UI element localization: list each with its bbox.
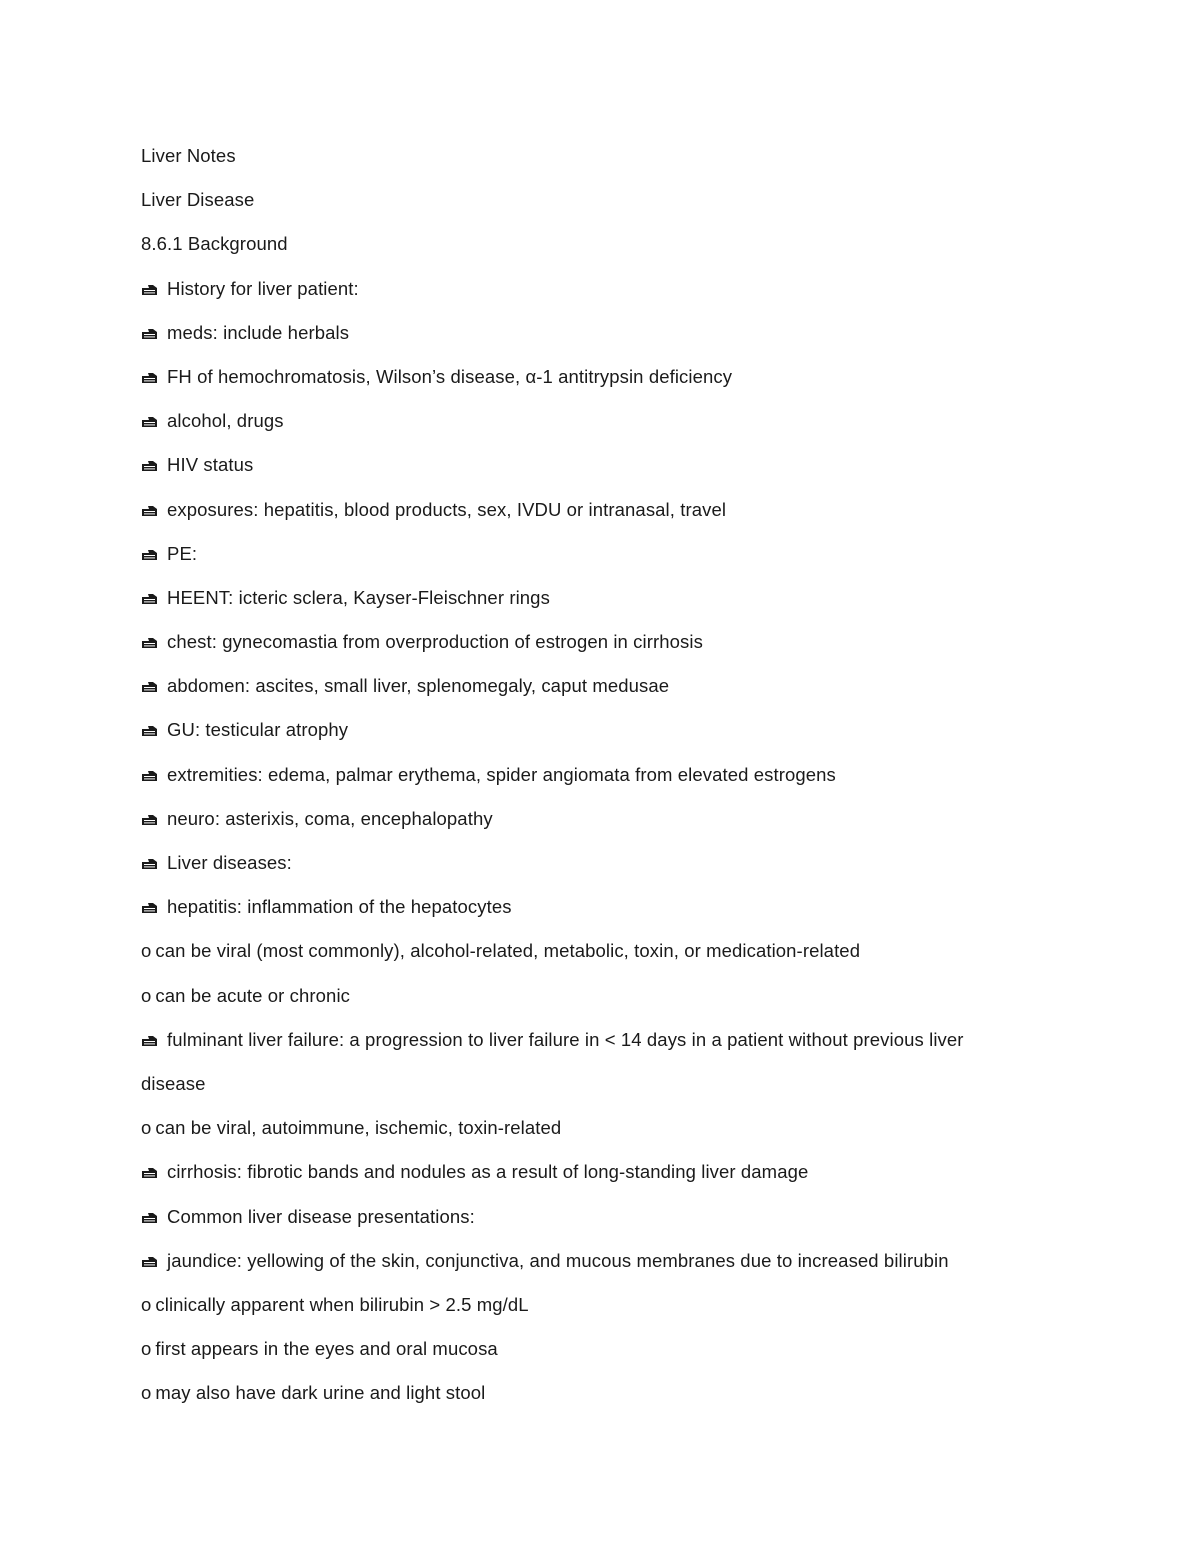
document-line [141,494,1041,538]
pointing-hand-icon [141,1212,158,1224]
document-line [141,538,1041,582]
line-text: PE: [167,542,198,564]
line-text: extremities: edema, palmar erythema, spider angiomata from elevated estrogens [167,763,836,785]
line-text: exposures: hepatitis, blood products, sex, IVDU or intranasal, travel [167,498,727,520]
pointing-hand-icon [141,460,158,472]
sub-bullet-marker: o [141,1117,152,1139]
pointing-hand-icon [141,284,158,296]
document-line [141,228,1041,272]
document-line [141,1112,1041,1156]
document-line [141,1156,1041,1200]
document-line [141,317,1041,361]
pointing-hand-icon [141,858,158,870]
document-line [141,891,1041,935]
pointing-hand-icon [141,1256,158,1268]
line-text: chest: gynecomastia from overproduction of estrogen in cirrhosis [167,631,703,653]
line-text: Liver Disease [141,189,255,211]
line-text: HIV status [167,454,254,476]
pointing-hand-icon [141,328,158,340]
document-body [141,140,1041,1421]
line-text: GU: testicular atrophy [167,719,349,741]
line-text: can be viral, autoimmune, ischemic, toxin-related [155,1117,562,1139]
pointing-hand-icon [141,902,158,914]
sub-bullet-marker: o [141,1382,152,1404]
line-text: disease [141,1072,206,1094]
document-line [141,1289,1041,1333]
document-line [141,670,1041,714]
document-line [141,273,1041,317]
sub-bullet-marker: o [141,984,152,1006]
pointing-hand-icon [141,770,158,782]
document-line [141,582,1041,626]
line-text: HEENT: icteric sclera, Kayser-Fleischner rings [167,586,550,608]
pointing-hand-icon [141,1167,158,1179]
line-text: can be viral (most commonly), alcohol-related, metabolic, toxin, or medication-related [155,940,861,962]
sub-bullet-marker: o [141,940,152,962]
line-text: 8.6.1 Background [141,233,288,255]
pointing-hand-icon [141,681,158,693]
line-text: alcohol, drugs [167,410,284,432]
line-text: Liver diseases: [167,852,292,873]
document-line [141,1024,1041,1068]
line-text: may also have dark urine and light stool [155,1382,486,1404]
line-text: meds: include herbals [167,321,350,343]
line-text: Liver Notes [141,145,236,166]
document-line [141,935,1041,979]
document-line [141,980,1041,1024]
document-line [141,759,1041,803]
document-line [141,626,1041,670]
line-text: cirrhosis: fibrotic bands and nodules as a result of long-standing liver damage [167,1161,809,1183]
document-line [141,184,1041,228]
line-text: hepatitis: inflammation of the hepatocytes [167,896,512,918]
pointing-hand-icon [141,372,158,384]
sub-bullet-marker: o [141,1293,152,1315]
line-text: fulminant liver failure: a progression to liver failure in < 14 days in a patient without previous liver [167,1028,964,1050]
line-text: abdomen: ascites, small liver, splenomegaly, caput medusae [167,675,670,697]
line-text: neuro: asterixis, coma, encephalopathy [167,807,493,829]
line-text: can be acute or chronic [155,984,350,1006]
document-line [141,449,1041,493]
pointing-hand-icon [141,1035,158,1047]
document-line [141,803,1041,847]
pointing-hand-icon [141,725,158,737]
line-text: jaundice: yellowing of the skin, conjunctiva, and mucous membranes due to increased bilirubin [167,1249,949,1271]
document-line [141,361,1041,405]
sub-bullet-marker: o [141,1338,152,1360]
pointing-hand-icon [141,549,158,561]
document-line [141,1377,1041,1421]
document-line [141,1245,1041,1289]
line-text: clinically apparent when bilirubin > 2.5 mg/dL [155,1293,529,1315]
document-line [141,847,1041,891]
pointing-hand-icon [141,814,158,826]
pointing-hand-icon [141,593,158,605]
document-line [141,405,1041,449]
document-line [141,1333,1041,1377]
pointing-hand-icon [141,637,158,649]
document-line [141,1201,1041,1245]
pointing-hand-icon [141,505,158,517]
document-line [141,1068,1041,1112]
line-text: Common liver disease presentations: [167,1205,475,1227]
line-text: History for liver patient: [167,277,359,299]
pointing-hand-icon [141,416,158,428]
line-text: FH of hemochromatosis, Wilson’s disease, α-1 antitrypsin deficiency [167,365,733,387]
document-line [141,714,1041,758]
document-line [141,140,1041,184]
line-text: first appears in the eyes and oral mucosa [155,1338,498,1360]
